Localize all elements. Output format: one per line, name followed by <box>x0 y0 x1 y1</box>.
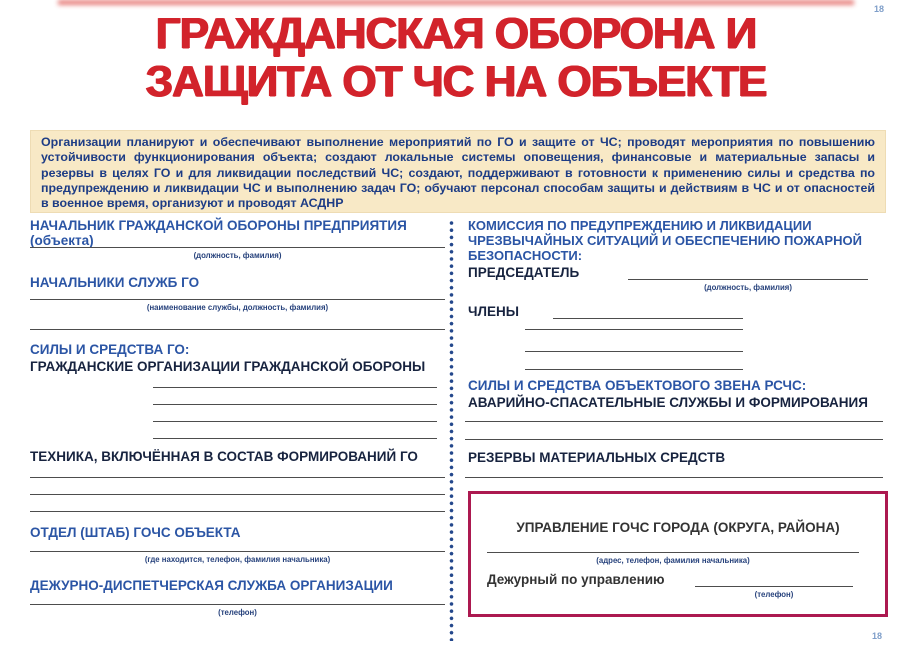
fill-in-line <box>153 404 437 405</box>
fill-in-line <box>30 511 445 512</box>
go-forces-heading: СИЛЫ И СРЕДСТВА ГО: <box>30 342 190 357</box>
go-chief-heading: НАЧАЛЬНИК ГРАЖДАНСКОЙ ОБОРОНЫ ПРЕДПРИЯТИЯ (объекта) <box>30 218 407 248</box>
fill-in-line <box>553 318 743 319</box>
fill-in-line <box>30 477 445 478</box>
gochs-department-caption: (где находится, телефон, фамилия начальника) <box>144 555 331 564</box>
fill-in-line <box>525 351 743 352</box>
fill-in-line <box>465 477 883 478</box>
duty-dispatch-heading: ДЕЖУРНО-ДИСПЕТЧЕРСКАЯ СЛУЖБА ОРГАНИЗАЦИИ <box>30 578 393 593</box>
fill-in-line <box>695 586 853 587</box>
poster-title-line1: ГРАЖДАНСКАЯ ОБОРОНА И <box>155 9 757 58</box>
fill-in-line <box>525 329 743 330</box>
poster-title <box>0 10 912 106</box>
duty-officer-label: Дежурный по управлению <box>487 572 665 587</box>
management-box-caption: (адрес, телефон, фамилия начальника) <box>596 556 750 565</box>
intro-box <box>30 130 886 213</box>
fill-in-line <box>30 551 445 552</box>
service-chiefs-caption: (наименование службы, должность, фамилия) <box>146 303 329 312</box>
rescue-services-subheading: АВАРИЙНО-СПАСАТЕЛЬНЫЕ СЛУЖБЫ И ФОРМИРОВАНИЯ <box>468 395 868 410</box>
fill-in-line <box>525 369 743 370</box>
fill-in-line <box>628 279 868 280</box>
service-chiefs-heading: НАЧАЛЬНИКИ СЛУЖБ ГО <box>30 275 200 290</box>
top-edge-artifact <box>58 0 854 5</box>
members-label: ЧЛЕНЫ <box>468 304 519 319</box>
commission-heading: КОМИССИЯ ПО ПРЕДУПРЕЖДЕНИЮ И ЛИКВИДАЦИИ ЧРЕЗВЫЧАЙНЫХ СИТУАЦИЙ И ОБЕСПЕЧЕНИЮ ПОЖАРНОЙ БЕЗОПАСНОСТИ: <box>468 218 862 263</box>
fill-in-line <box>153 438 437 439</box>
intro-text: Организации планируют и обеспечивают выполнение мероприятий по ГО и защите от ЧС; проводят мероприятия по повышению устойчивости функционирования объекта; создают локальные системы оповещения, финансовые и материальные запасы и резервы в целях ГО и для ликвидации последствий ЧС; создают, поддерживают в готовности к применению силы и средства по предупреждению и ликвидации ЧС и выполнению задач ГО; обучают персонал способам защиты и действиям в ЧС и от опасностей в военное время, организуют и проводят АСДНР <box>41 135 875 211</box>
duty-officer-caption: (телефон) <box>754 590 794 599</box>
page-number-bottom: 18 <box>871 631 882 641</box>
management-box-title: УПРАВЛЕНИЕ ГОЧС ГОРОДА (ОКРУГА, РАЙОНА) <box>516 520 840 535</box>
fill-in-line <box>30 247 445 248</box>
page-number-top: 18 <box>873 4 884 14</box>
fill-in-line <box>30 494 445 495</box>
column-divider-dotted <box>449 220 454 641</box>
equipment-subheading: ТЕХНИКА, ВКЛЮЧЁННАЯ В СОСТАВ ФОРМИРОВАНИЙ ГО <box>30 449 418 464</box>
duty-dispatch-caption: (телефон) <box>218 608 257 617</box>
poster-title-line2: ЗАЩИТА ОТ ЧС НА ОБЪЕКТЕ <box>145 57 767 106</box>
chairman-label: ПРЕДСЕДАТЕЛЬ <box>468 265 580 280</box>
fill-in-line <box>465 421 883 422</box>
gochs-management-box <box>468 491 888 617</box>
fill-in-line <box>153 421 437 422</box>
chairman-caption: (должность, фамилия) <box>704 283 792 292</box>
fill-in-line <box>30 604 445 605</box>
material-reserves-subheading: РЕЗЕРВЫ МАТЕРИАЛЬНЫХ СРЕДСТВ <box>468 450 726 465</box>
go-chief-caption: (должность, фамилия) <box>193 251 282 260</box>
fill-in-line <box>30 329 445 330</box>
gochs-department-heading: ОТДЕЛ (ШТАБ) ГОЧС ОБЪЕКТА <box>30 525 241 540</box>
civil-orgs-subheading: ГРАЖДАНСКИЕ ОРГАНИЗАЦИИ ГРАЖДАНСКОЙ ОБОРОНЫ <box>30 359 426 374</box>
fill-in-line <box>487 552 859 553</box>
rschs-forces-heading: СИЛЫ И СРЕДСТВА ОБЪЕКТОВОГО ЗВЕНА РСЧС: <box>468 378 807 393</box>
fill-in-line <box>465 439 883 440</box>
fill-in-line <box>30 299 445 300</box>
fill-in-line <box>153 387 437 388</box>
left-column <box>30 218 445 645</box>
